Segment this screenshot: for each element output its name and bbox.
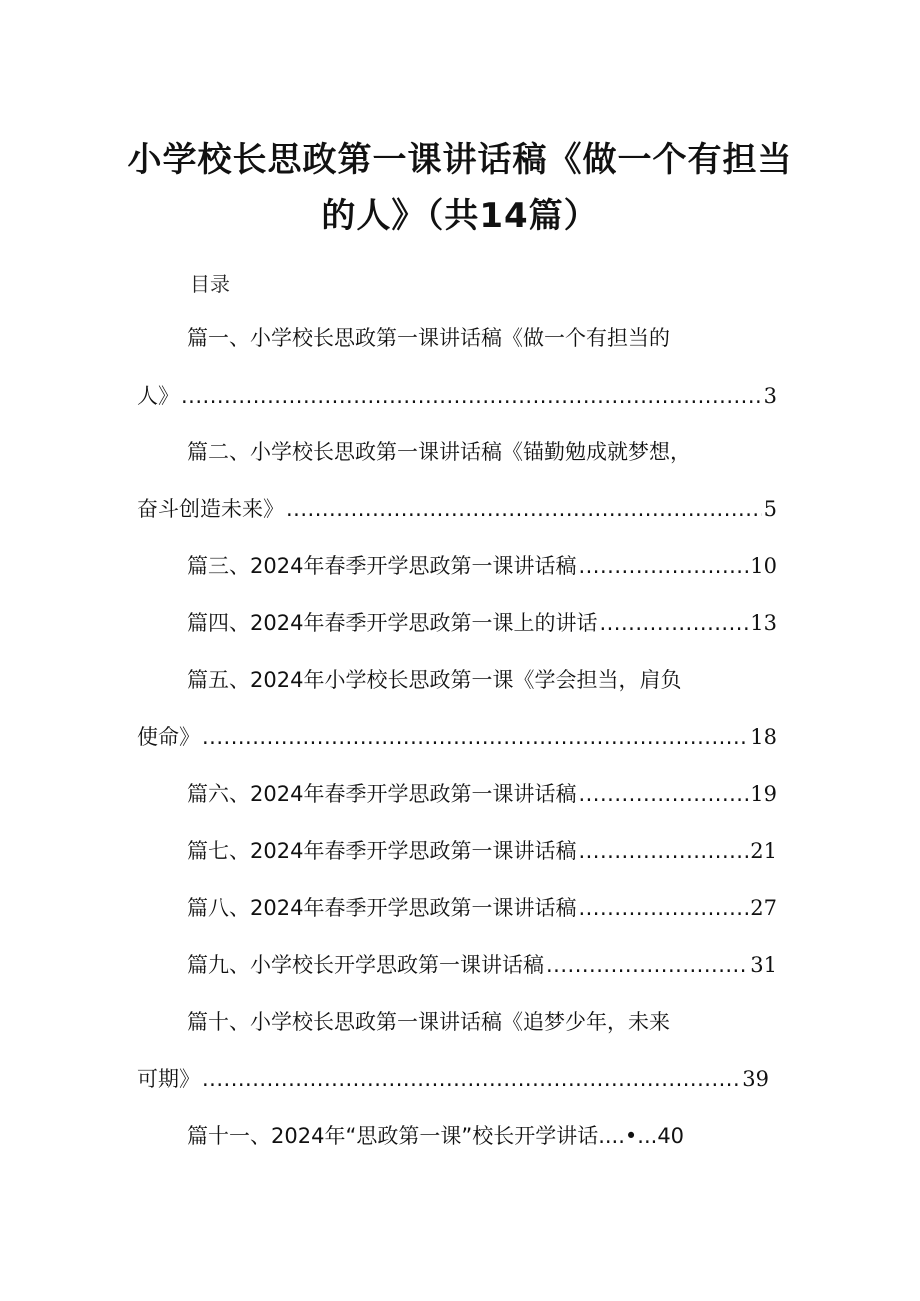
leader-dots [202, 1067, 740, 1091]
toc-entry-8-page: 27 [750, 896, 777, 920]
toc-entry-2-line-1: 篇二、小学校长思政第一课讲话稿《锚勤勉成就梦想， [187, 440, 691, 464]
leader-dots [181, 384, 762, 408]
leader-dots [599, 611, 748, 635]
leader-dots [578, 839, 748, 863]
toc-entry-11[interactable]: 篇十一、2024年“思政第一课”校长开学讲话....•...40 [187, 1124, 685, 1148]
toc-entry-10-line-1: 篇十、小学校长思政第一课讲话稿《追梦少年，未来 [187, 1010, 670, 1034]
toc-entry-2[interactable] [137, 493, 777, 523]
toc-entry-5[interactable] [137, 721, 777, 751]
toc-entry-5-line-2: 使命》 [137, 725, 200, 749]
toc-entry-9-page: 31 [750, 953, 777, 977]
toc-entry-3-page: 10 [750, 554, 777, 578]
toc-entry-6-page: 19 [750, 782, 777, 806]
toc-entry-3[interactable] [187, 550, 777, 580]
toc-entry-7-page: 21 [750, 839, 777, 863]
leader-dots [286, 497, 762, 521]
toc-entry-2-page: 5 [763, 497, 777, 521]
toc-entry-3-text: 篇三、2024年春季开学思政第一课讲话稿 [187, 554, 577, 578]
toc-entry-9-text: 篇九、小学校长开学思政第一课讲话稿 [187, 953, 544, 977]
toc-entry-6[interactable] [187, 778, 777, 808]
document-title-line-2: 的人》（共14篇） [321, 196, 599, 236]
toc-entry-4-text: 篇四、2024年春季开学思政第一课上的讲话 [187, 611, 598, 635]
leader-dots [202, 725, 748, 749]
toc-entry-4[interactable] [187, 607, 777, 637]
toc-entry-10-line-2: 可期》 [137, 1067, 200, 1091]
toc-entry-10-page: 39 [742, 1067, 769, 1091]
leader-dots [578, 782, 748, 806]
toc-entry-5-line-1: 篇五、2024年小学校长思政第一课《学会担当，肩负 [187, 668, 682, 692]
leader-dots [578, 554, 748, 578]
toc-entry-1-line-2: 人》 [137, 384, 179, 408]
leader-dots [546, 953, 748, 977]
toc-entry-9[interactable] [187, 949, 777, 979]
document-title-line-1: 小学校长思政第一课讲话稿《做一个有担当 [127, 140, 793, 180]
leader-dots [578, 896, 748, 920]
toc-entry-7[interactable] [187, 835, 777, 865]
toc-entry-8-text: 篇八、2024年春季开学思政第一课讲话稿 [187, 896, 577, 920]
toc-entry-1[interactable] [137, 380, 777, 410]
toc-entry-5-page: 18 [750, 725, 777, 749]
toc-entry-4-page: 13 [750, 611, 777, 635]
toc-entry-6-text: 篇六、2024年春季开学思政第一课讲话稿 [187, 782, 577, 806]
toc-entry-1-line-1: 篇一、小学校长思政第一课讲话稿《做一个有担当的 [187, 326, 670, 350]
toc-heading: 目录 [190, 272, 230, 296]
toc-entry-1-page: 3 [763, 384, 777, 408]
toc-entry-10[interactable] [137, 1063, 769, 1093]
toc-entry-8[interactable] [187, 892, 777, 922]
toc-entry-7-text: 篇七、2024年春季开学思政第一课讲话稿 [187, 839, 577, 863]
toc-entry-2-line-2: 奋斗创造未来》 [137, 497, 284, 521]
